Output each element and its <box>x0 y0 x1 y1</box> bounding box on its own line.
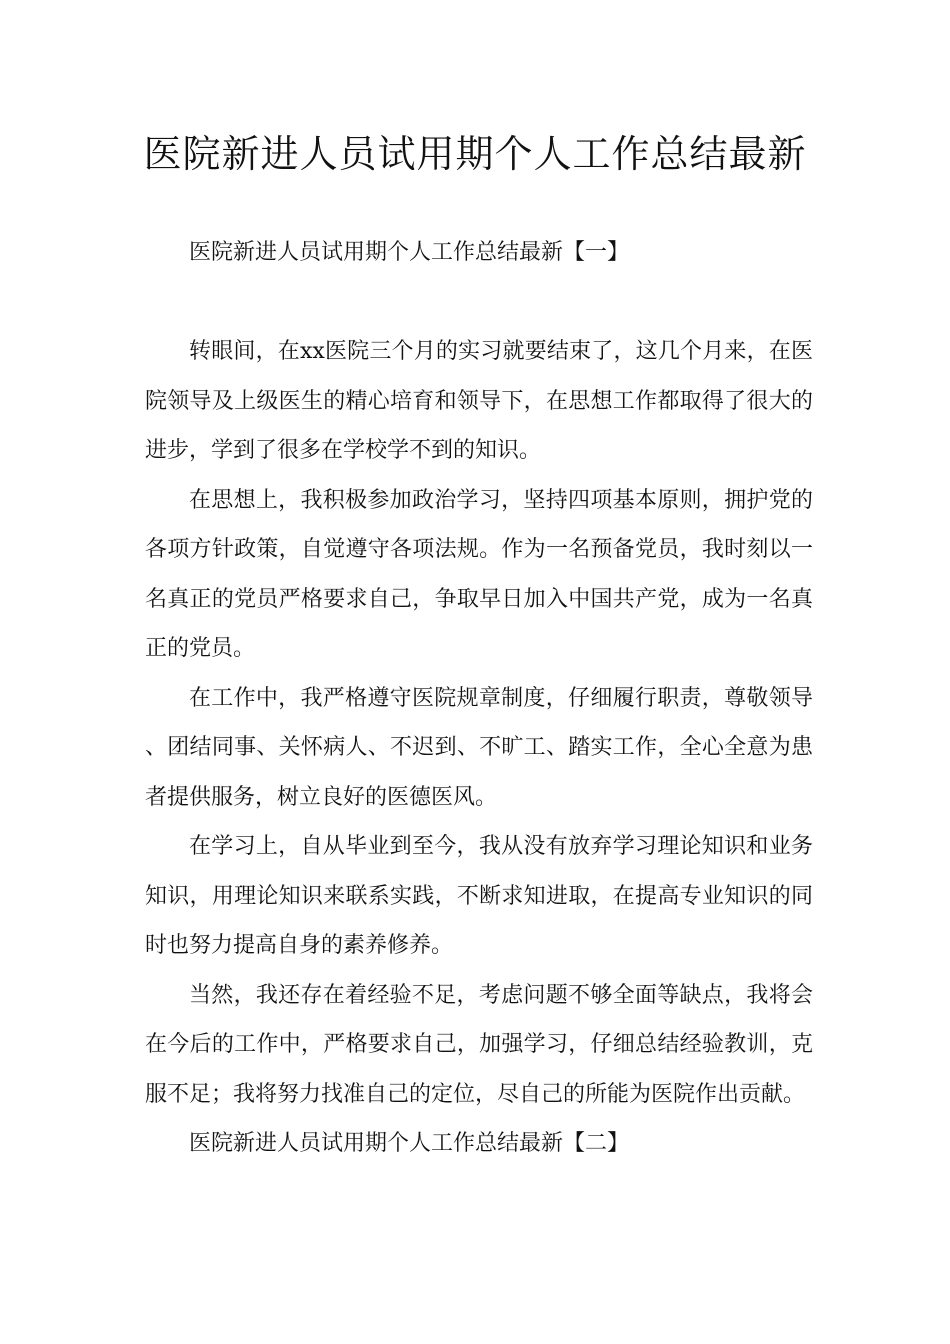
paragraph-4: 在学习上，自从毕业到至今，我从没有放弃学习理论知识和业务知识，用理论知识来联系实践，不断求知进取，在提高专业知识的同时也努力提高自身的素养修养。 <box>145 834 813 958</box>
document-title: 医院新进人员试用期个人工作总结最新 <box>143 132 807 176</box>
paragraph-1: 转眼间，在xx医院三个月的实习就要结束了，这几个月来，在医院领导及上级医生的精心培育和领导下，在思想工作都取得了很大的进步，学到了很多在学校学不到的知识。 <box>145 339 813 463</box>
document-body <box>145 228 813 1169</box>
section-heading-1: 医院新进人员试用期个人工作总结最新【一】 <box>189 240 630 265</box>
paragraph-2: 在思想上，我积极参加政治学习，坚持四项基本原则，拥护党的各项方针政策，自觉遵守各项法规。作为一名预备党员，我时刻以一名真正的党员严格要求自己，争取早日加入中国共产党，成为一名真正的党员。 <box>145 487 813 661</box>
paragraph-5: 当然，我还存在着经验不足，考虑问题不够全面等缺点，我将会在今后的工作中，严格要求自己，加强学习，仔细总结经验教训，克服不足；我将努力找准自己的定位，尽自己的所能为医院作出贡献。 <box>145 982 813 1107</box>
section-heading-2: 医院新进人员试用期个人工作总结最新【二】 <box>189 1131 630 1156</box>
paragraph-3: 在工作中，我严格遵守医院规章制度，仔细履行职责，尊敬领导、团结同事、关怀病人、不迟到、不旷工、踏实工作，全心全意为患者提供服务，树立良好的医德医风。 <box>145 685 813 810</box>
